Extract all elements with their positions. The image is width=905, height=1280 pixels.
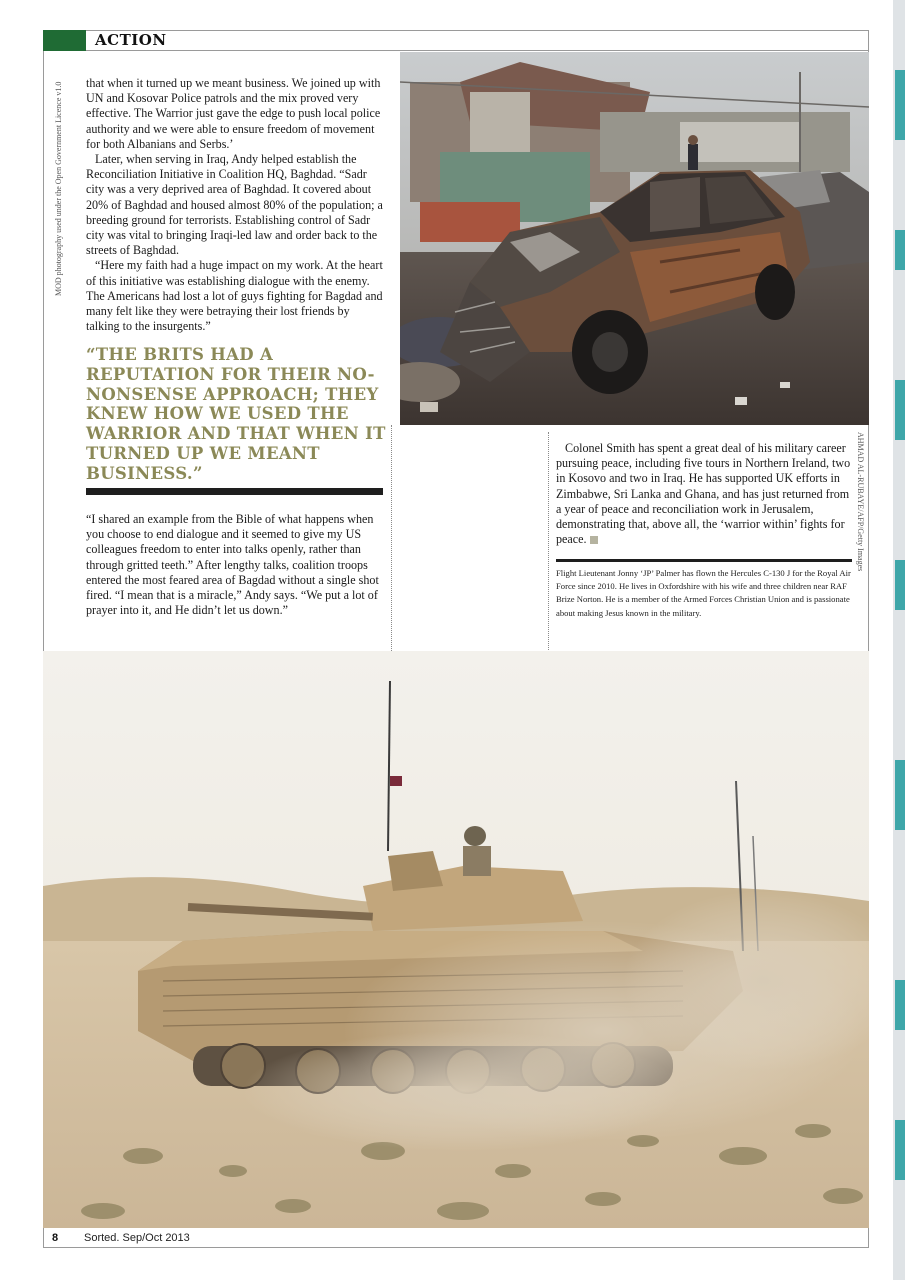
paragraph: that when it turned up we meant business. We joined up with UN and Kosovar Police patrols and the mix proved very effective. The Warrior just gave the edge to push local police authority and we were able to ensure freedom of movement for both Albanians and Serbs.’ (86, 76, 381, 151)
edge-tab (895, 560, 905, 610)
burned-car-illustration (400, 52, 869, 425)
paragraph: Later, when serving in Iraq, Andy helped establish the Reconciliation Initiative in Coalition HQ, Baghdad. “Sadr city was a very deprived area of Baghdad. It covered about 20% of Baghdad and housed almost 80% of the population; a breeding ground for terrorists. Establishing control of Sadr city was vital to bringing Iraqi-led law and order back to the streets of Baghdad. (86, 152, 383, 258)
burned-car-photo (400, 52, 869, 425)
article-column-1-bottom (86, 512, 386, 618)
edge-tab (895, 1120, 905, 1180)
column-divider (548, 432, 549, 650)
author-bio: Flight Lieutenant Jonny ‘JP’ Palmer has flown the Hercules C-130 J for the Royal Air Force since 2010. He lives in Oxfordshire with his wife and three children near RAF Brize Norton. He is a member of the Armed Forces Christian Union and is passionate about making Jesus known in the military. (556, 568, 851, 618)
page-edge-strip (893, 0, 905, 1280)
section-label: ACTION (95, 31, 167, 49)
article-column-1-top (86, 76, 386, 334)
edge-tab (895, 980, 905, 1030)
photo-credit-left: MOD photography used under the Open Government Licence v1.0 (54, 81, 63, 296)
page-number: 8 (52, 1232, 59, 1244)
edge-tab (895, 760, 905, 830)
pull-quote: “THE BRITS HAD A REPUTATION FOR THEIR NO-NONSENSE APPROACH; THEY KNEW HOW WE USED THE WARRIOR AND THAT WHEN IT TURNED UP WE MEANT BUSINESS.” (86, 345, 386, 483)
end-of-article-mark (590, 536, 598, 544)
section-color-block (43, 30, 86, 51)
pull-quote-rule (86, 488, 383, 495)
closing-paragraph: Colonel Smith has spent a great deal of his military career pursuing peace, including five tours in Northern Ireland, two in Kosovo and two in Iraq. He has supported UK efforts in Zimbabwe, Sri Lanka and Ghana, and has just returned from a year of peace and reconciliation work in Jerusalem, demonstrating that, above all, the ‘warrior within’ fights for peace. (556, 441, 851, 547)
column-divider (391, 425, 392, 651)
photo-credit-right: AHMAD AL-RUBAYE/AFP/Getty Images (856, 432, 865, 572)
edge-tab (895, 380, 905, 440)
header-rule (86, 50, 869, 51)
edge-tab (895, 70, 905, 140)
paragraph (556, 441, 856, 547)
article-column-3 (556, 441, 856, 547)
paragraph: “Here my faith had a huge impact on my work. At the heart of this initiative was establishing dialogue with the enemy. The Americans had lost a lot of guys fighting for Bagdad and many felt like they were betraying their lost friends by talking to the insurgents.” (86, 258, 383, 334)
warrior-vehicle-illustration (43, 651, 869, 1228)
paragraph: “I shared an example from the Bible of what happens when you choose to end dialogue and it seemed to give my US colleagues freedom to enter into talks openly, rather than through gritted teeth.” After lengthy talks, coalition troops entered the most feared area of Bagdad without a single shot fired. “I mean that is a miracle,” Andy says. “We put a lot of prayer into it, and He didn’t let us down.” (86, 512, 379, 618)
publication-issue: Sorted. Sep/Oct 2013 (84, 1232, 190, 1244)
bio-rule (556, 559, 852, 562)
edge-tab (895, 230, 905, 270)
warrior-vehicle-photo (43, 651, 869, 1228)
